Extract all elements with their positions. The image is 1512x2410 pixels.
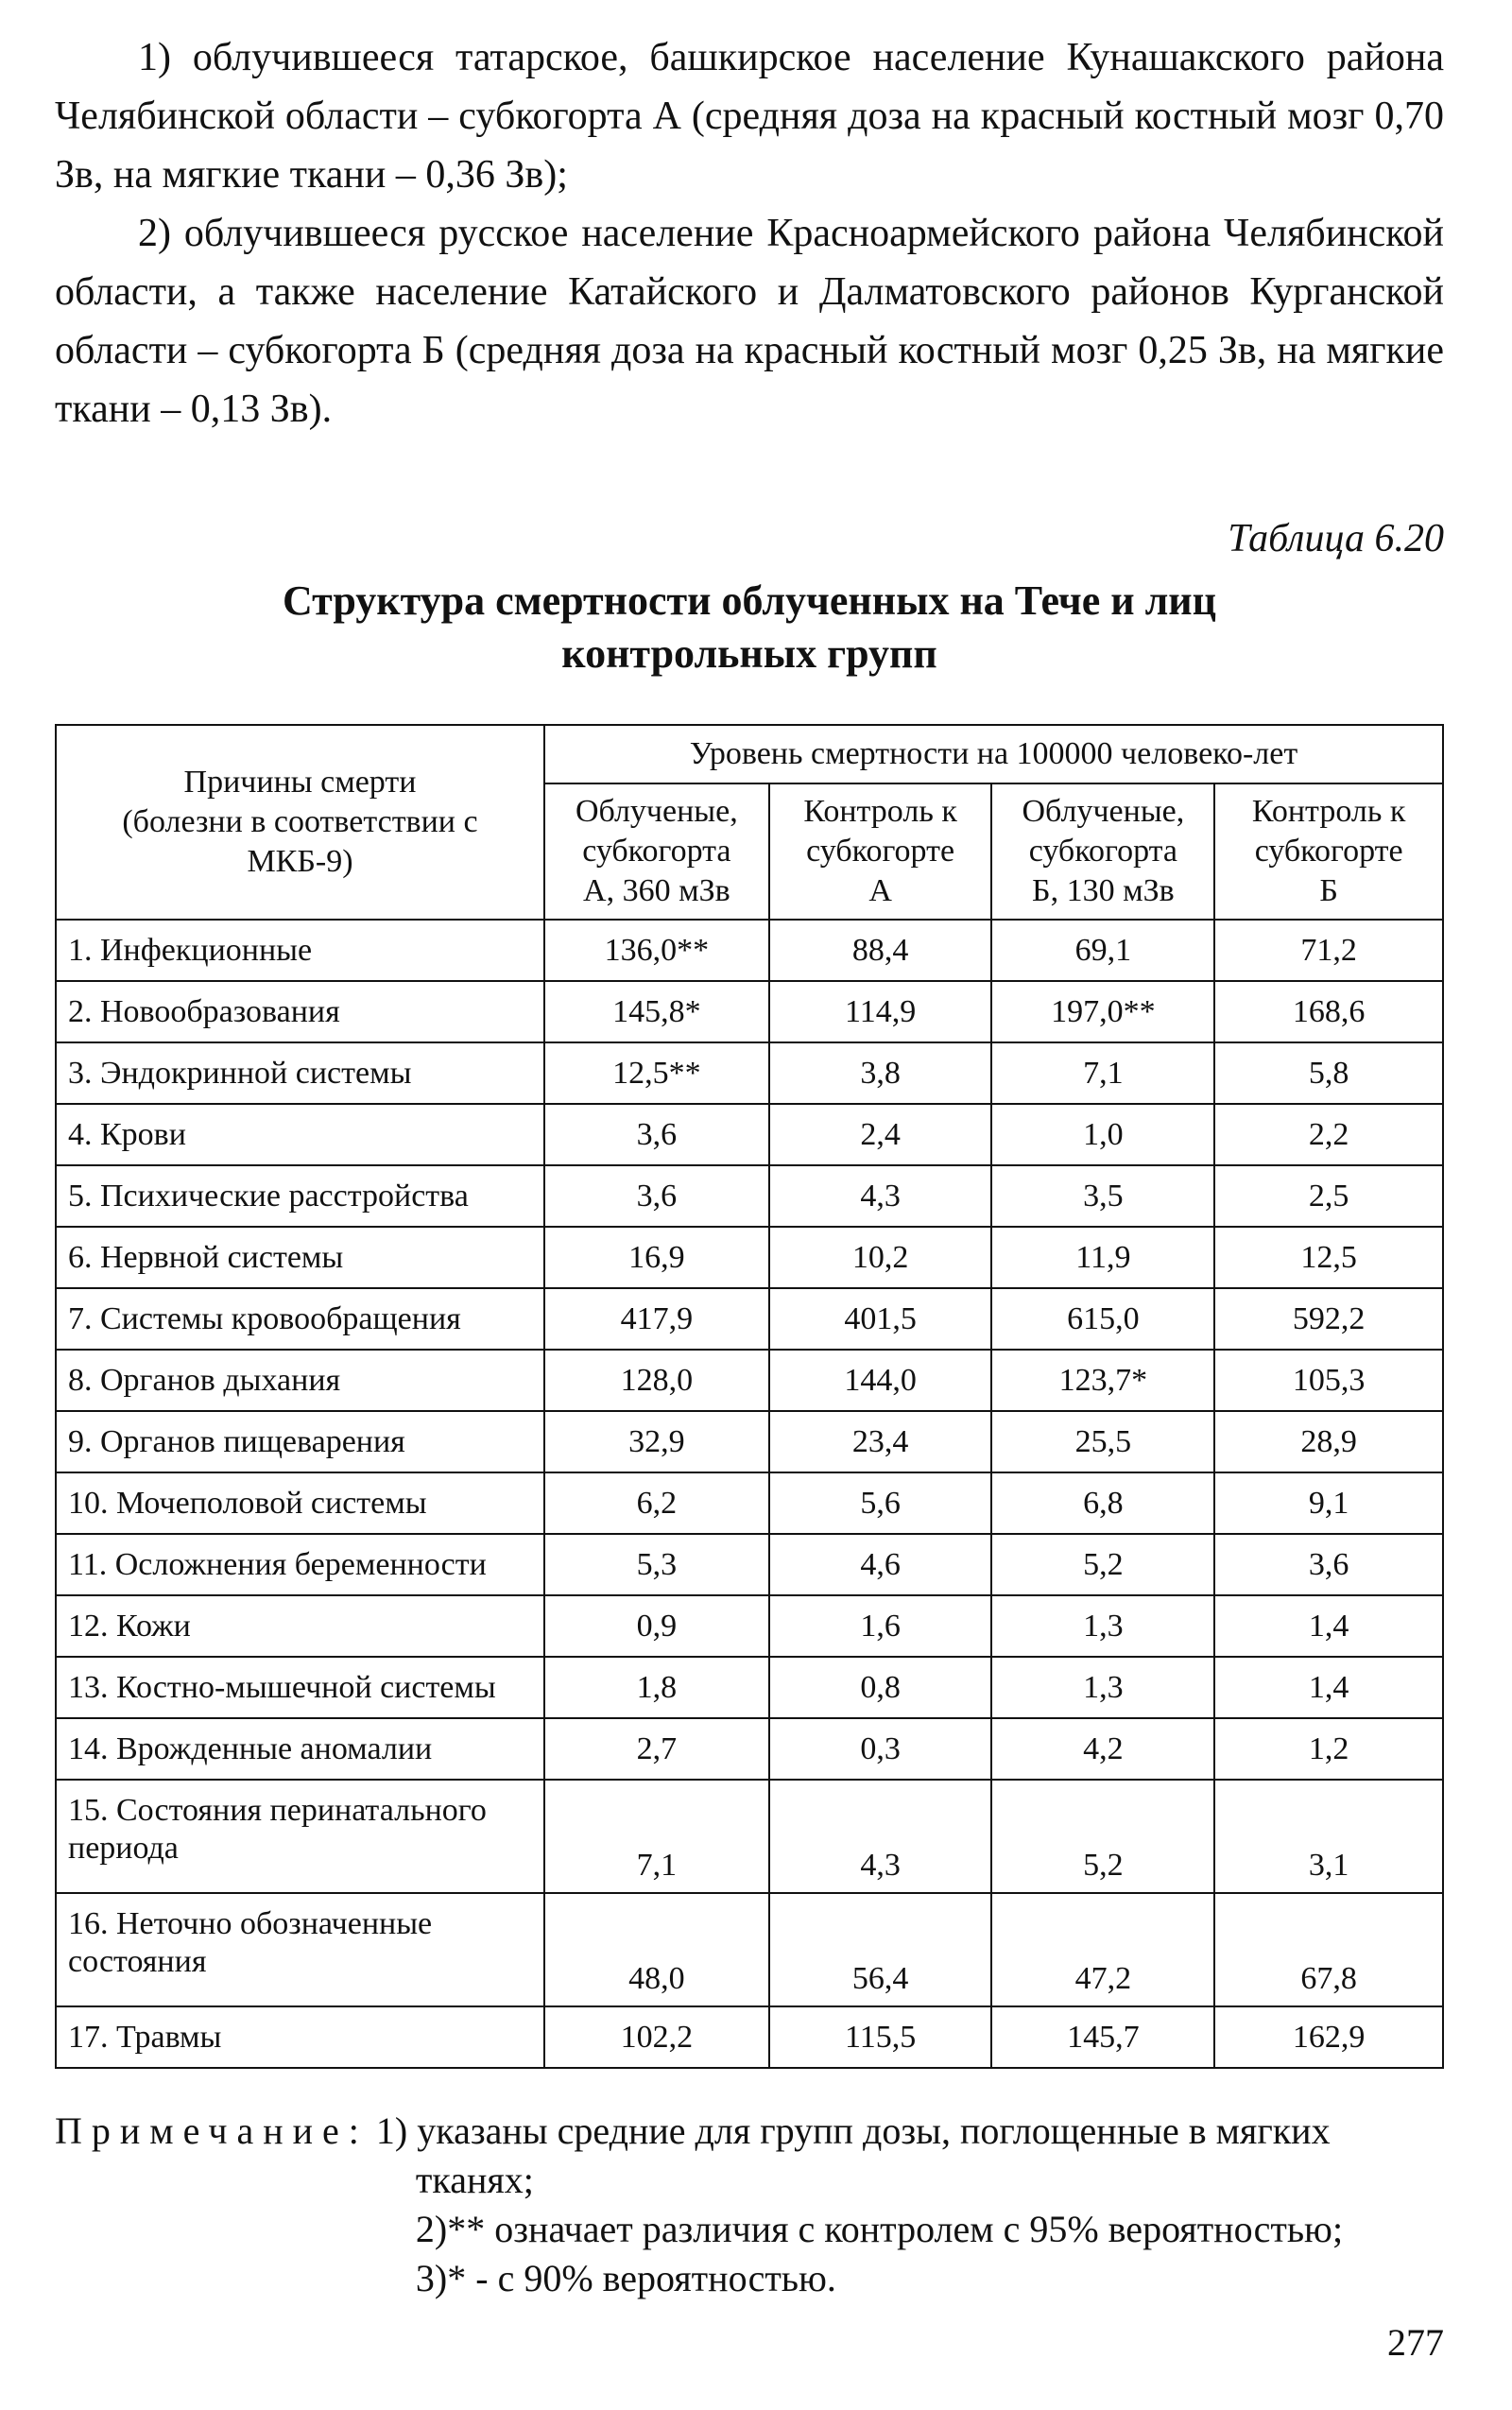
value-cell: 4,3 xyxy=(769,1165,992,1227)
value-cell: 114,9 xyxy=(769,981,992,1042)
cause-cell: 8. Органов дыхания xyxy=(56,1350,544,1411)
cause-cell: 13. Костно-мышечной системы xyxy=(56,1657,544,1718)
value-cell: 4,3 xyxy=(769,1780,992,1893)
header-cause: Причины смерти (болезни в соответствии с МКБ-9) xyxy=(56,725,544,920)
value-cell: 592,2 xyxy=(1214,1288,1443,1350)
value-cell: 88,4 xyxy=(769,920,992,981)
page-number: 277 xyxy=(1387,2321,1444,2364)
value-cell: 3,1 xyxy=(1214,1780,1443,1893)
note-item-3: 3)* - с 90% вероятностью. xyxy=(415,2257,836,2299)
value-cell: 6,2 xyxy=(544,1472,769,1534)
value-cell: 144,0 xyxy=(769,1350,992,1411)
table-row xyxy=(56,1893,1443,2006)
table-row xyxy=(56,981,1443,1042)
value-cell: 115,5 xyxy=(769,2006,992,2068)
note-items xyxy=(369,2107,1343,2303)
cause-cell: 7. Системы кровообращения xyxy=(56,1288,544,1350)
value-cell: 0,9 xyxy=(544,1595,769,1657)
cause-cell: 12. Кожи xyxy=(56,1595,544,1657)
table-title xyxy=(55,575,1444,680)
value-cell: 10,2 xyxy=(769,1227,992,1288)
table-row xyxy=(56,1595,1443,1657)
value-cell: 123,7* xyxy=(991,1350,1214,1411)
page xyxy=(55,28,1444,2303)
table-row xyxy=(56,920,1443,981)
value-cell: 1,3 xyxy=(991,1657,1214,1718)
header-exposed-b: Облученые, субкогорта Б, 130 мЗв xyxy=(991,783,1214,920)
value-cell: 47,2 xyxy=(991,1893,1214,2006)
cause-cell: 14. Врожденные аномалии xyxy=(56,1718,544,1780)
cause-cell: 10. Мочеполовой системы xyxy=(56,1472,544,1534)
note-item-1: 1) указаны средние для групп дозы, поглощенные в мягких xyxy=(375,2109,1331,2152)
value-cell: 2,5 xyxy=(1214,1165,1443,1227)
value-cell: 162,9 xyxy=(1214,2006,1443,2068)
value-cell: 5,3 xyxy=(544,1534,769,1595)
table-note xyxy=(55,2107,1444,2303)
cause-cell: 1. Инфекционные xyxy=(56,920,544,981)
cause-cell: 5. Психические расстройства xyxy=(56,1165,544,1227)
cause-cell: 3. Эндокринной системы xyxy=(56,1042,544,1104)
value-cell: 7,1 xyxy=(544,1780,769,1893)
table-row xyxy=(56,1411,1443,1472)
intro-paragraph-1: 1) облучившееся татарское, башкирское население Кунашакского района Челябинской области – субкогорта А (средняя доза на красный костный мозг 0,70 Зв, на мягкие ткани – 0,36 Зв); xyxy=(55,36,1444,197)
table-row xyxy=(56,1104,1443,1165)
value-cell: 128,0 xyxy=(544,1350,769,1411)
value-cell: 1,6 xyxy=(769,1595,992,1657)
header-mortality-group: Уровень смертности на 100000 человеко-лет xyxy=(544,725,1443,783)
table-row xyxy=(56,1165,1443,1227)
value-cell: 4,6 xyxy=(769,1534,992,1595)
value-cell: 16,9 xyxy=(544,1227,769,1288)
value-cell: 5,8 xyxy=(1214,1042,1443,1104)
value-cell: 3,6 xyxy=(1214,1534,1443,1595)
value-cell: 1,3 xyxy=(991,1595,1214,1657)
table-row xyxy=(56,1288,1443,1350)
value-cell: 11,9 xyxy=(991,1227,1214,1288)
table-row xyxy=(56,1227,1443,1288)
value-cell: 5,2 xyxy=(991,1780,1214,1893)
value-cell: 1,0 xyxy=(991,1104,1214,1165)
value-cell: 2,2 xyxy=(1214,1104,1443,1165)
value-cell: 3,5 xyxy=(991,1165,1214,1227)
table-row xyxy=(56,1718,1443,1780)
value-cell: 71,2 xyxy=(1214,920,1443,981)
value-cell: 69,1 xyxy=(991,920,1214,981)
value-cell: 9,1 xyxy=(1214,1472,1443,1534)
table-row xyxy=(56,2006,1443,2068)
value-cell: 32,9 xyxy=(544,1411,769,1472)
table-row xyxy=(56,1042,1443,1104)
value-cell: 4,2 xyxy=(991,1718,1214,1780)
table-row xyxy=(56,1472,1443,1534)
table-row xyxy=(56,1657,1443,1718)
cause-cell: 16. Неточно обозначенные состояния xyxy=(56,1893,544,2006)
mortality-table xyxy=(55,724,1444,2069)
value-cell: 6,8 xyxy=(991,1472,1214,1534)
cause-cell: 17. Травмы xyxy=(56,2006,544,2068)
value-cell: 145,7 xyxy=(991,2006,1214,2068)
value-cell: 0,8 xyxy=(769,1657,992,1718)
value-cell: 3,6 xyxy=(544,1104,769,1165)
table-title-line-2: контрольных групп xyxy=(561,630,937,677)
value-cell: 0,3 xyxy=(769,1718,992,1780)
value-cell: 1,2 xyxy=(1214,1718,1443,1780)
table-title-line-1: Структура смертности облученных на Тече и лиц xyxy=(282,577,1216,624)
value-cell: 145,8* xyxy=(544,981,769,1042)
value-cell: 417,9 xyxy=(544,1288,769,1350)
value-cell: 136,0** xyxy=(544,920,769,981)
cause-cell: 15. Состояния перинатального периода xyxy=(56,1780,544,1893)
cause-cell: 9. Органов пищеварения xyxy=(56,1411,544,1472)
value-cell: 5,6 xyxy=(769,1472,992,1534)
value-cell: 168,6 xyxy=(1214,981,1443,1042)
value-cell: 401,5 xyxy=(769,1288,992,1350)
value-cell: 1,4 xyxy=(1214,1595,1443,1657)
value-cell: 48,0 xyxy=(544,1893,769,2006)
header-control-a: Контроль к субкогорте А xyxy=(769,783,992,920)
note-item-1-continuation: тканях; xyxy=(415,2159,534,2201)
table-row xyxy=(56,1780,1443,1893)
value-cell: 7,1 xyxy=(991,1042,1214,1104)
value-cell: 197,0** xyxy=(991,981,1214,1042)
value-cell: 28,9 xyxy=(1214,1411,1443,1472)
value-cell: 23,4 xyxy=(769,1411,992,1472)
note-item-2: 2)** означает различия с контролем с 95% вероятностью; xyxy=(415,2208,1344,2250)
value-cell: 3,8 xyxy=(769,1042,992,1104)
value-cell: 615,0 xyxy=(991,1288,1214,1350)
value-cell: 25,5 xyxy=(991,1411,1214,1472)
value-cell: 12,5 xyxy=(1214,1227,1443,1288)
value-cell: 2,7 xyxy=(544,1718,769,1780)
value-cell: 56,4 xyxy=(769,1893,992,2006)
value-cell: 5,2 xyxy=(991,1534,1214,1595)
value-cell: 105,3 xyxy=(1214,1350,1443,1411)
cause-cell: 11. Осложнения беременности xyxy=(56,1534,544,1595)
value-cell: 12,5** xyxy=(544,1042,769,1104)
cause-cell: 6. Нервной системы xyxy=(56,1227,544,1288)
note-label: Примечание: xyxy=(55,2109,369,2152)
value-cell: 3,6 xyxy=(544,1165,769,1227)
value-cell: 1,8 xyxy=(544,1657,769,1718)
cause-cell: 2. Новообразования xyxy=(56,981,544,1042)
intro-paragraph-2: 2) облучившееся русское население Красноармейского района Челябинской области, а также население Катайского и Далматовского районов Курганской области – субкогорта Б (средняя доза на красный костный мозг 0,25 Зв, на мягкие ткани – 0,13 Зв). xyxy=(55,212,1444,431)
table-row xyxy=(56,1534,1443,1595)
value-cell: 67,8 xyxy=(1214,1893,1443,2006)
table-label: Таблица 6.20 xyxy=(1228,517,1444,560)
value-cell: 2,4 xyxy=(769,1104,992,1165)
header-control-b: Контроль к субкогорте Б xyxy=(1214,783,1443,920)
header-exposed-a: Облученые, субкогорта А, 360 мЗв xyxy=(544,783,769,920)
value-cell: 102,2 xyxy=(544,2006,769,2068)
value-cell: 1,4 xyxy=(1214,1657,1443,1718)
table-row xyxy=(56,1350,1443,1411)
cause-cell: 4. Крови xyxy=(56,1104,544,1165)
